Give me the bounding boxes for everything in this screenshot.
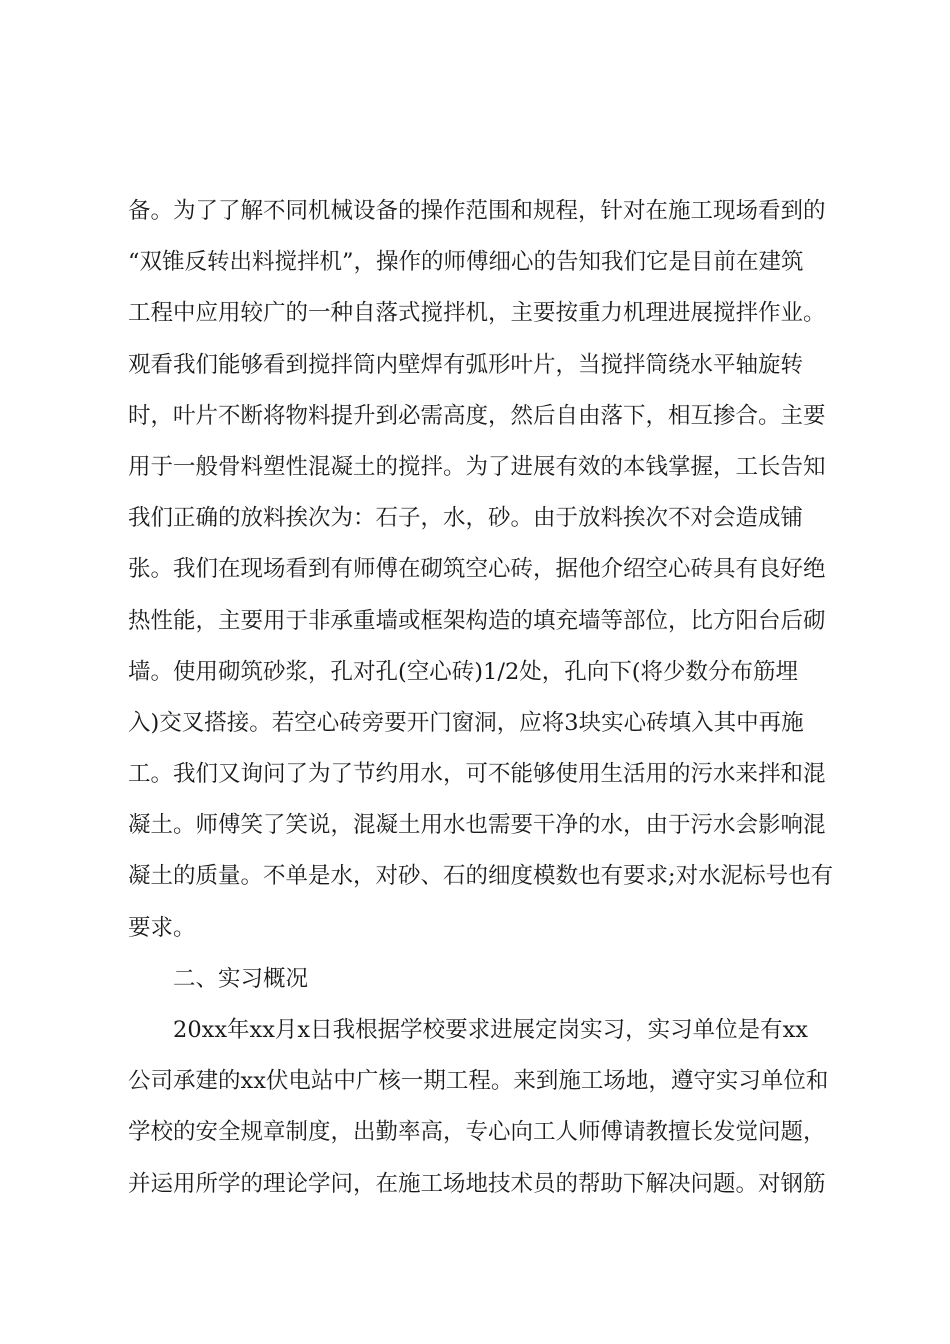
text-line: 观看我们能够看到搅拌筒内壁焊有弧形叶片，当搅拌筒绕水平轴旋转 [128,351,804,378]
text-line: 工。我们又询问了为了节约用水，可不能够使用生活用的污水来拌和混 [128,761,826,788]
text-line: 备。为了了解不同机械设备的操作范围和规程，针对在施工现场看到的 [128,198,826,224]
text-line: “双锥反转出料搅拌机”，操作的师傅细心的告知我们它是目前在建筑 [128,249,804,276]
text-line: 时，叶片不断将物料提升到必需高度，然后自由落下，相互掺合。主要 [128,402,826,429]
text-line: 公司承建的xx伏电站中广核一期工程。来到施工场地，遵守实习单位和 [128,1068,829,1095]
text-line: 张。我们在现场看到有师傅在砌筑空心砖，据他介绍空心砖具有良好绝 [128,556,826,583]
text-line: 要求。 [128,914,196,941]
section-heading: 二、实习概况 [173,965,309,992]
document-body [128,186,838,1210]
text-line: 我们正确的放料挨次为：石子，水，砂。由于放料挨次不对会造成铺 [128,505,804,532]
text-line: 墙。使用砌筑砂浆，孔对孔(空心砖)1/2处，孔向下(将少数分布筋埋 [128,658,799,685]
text-line: 热性能，主要用于非承重墙或框架构造的填充墙等部位，比方阳台后砌 [128,607,826,634]
text-line: 用于一般骨料塑性混凝土的搅拌。为了进展有效的本钱掌握，工长告知 [128,453,826,480]
text-line: 凝土的质量。不单是水，对砂、石的细度模数也有要求;对水泥标号也有 [128,863,834,890]
text-line: 20xx年xx月x日我根据学校要求进展定岗实习，实习单位是有xx [173,1017,808,1043]
text-line: 学校的安全规章制度，出勤率高，专心向工人师傅请教擅长发觉问题， [128,1119,826,1146]
text-line: 入)交叉搭接。若空心砖旁要开门窗洞，应将3块实心砖填入其中再施 [128,709,804,736]
text-line: 工程中应用较广的一种自落式搅拌机，主要按重力机理进展搅拌作业。 [128,300,826,327]
text-line: 并运用所学的理论学问，在施工场地技术员的帮助下解决问题。对钢筋 [128,1170,826,1197]
text-line: 凝土。师傅笑了笑说，混凝土用水也需要干净的水，由于污水会影响混 [128,812,826,839]
